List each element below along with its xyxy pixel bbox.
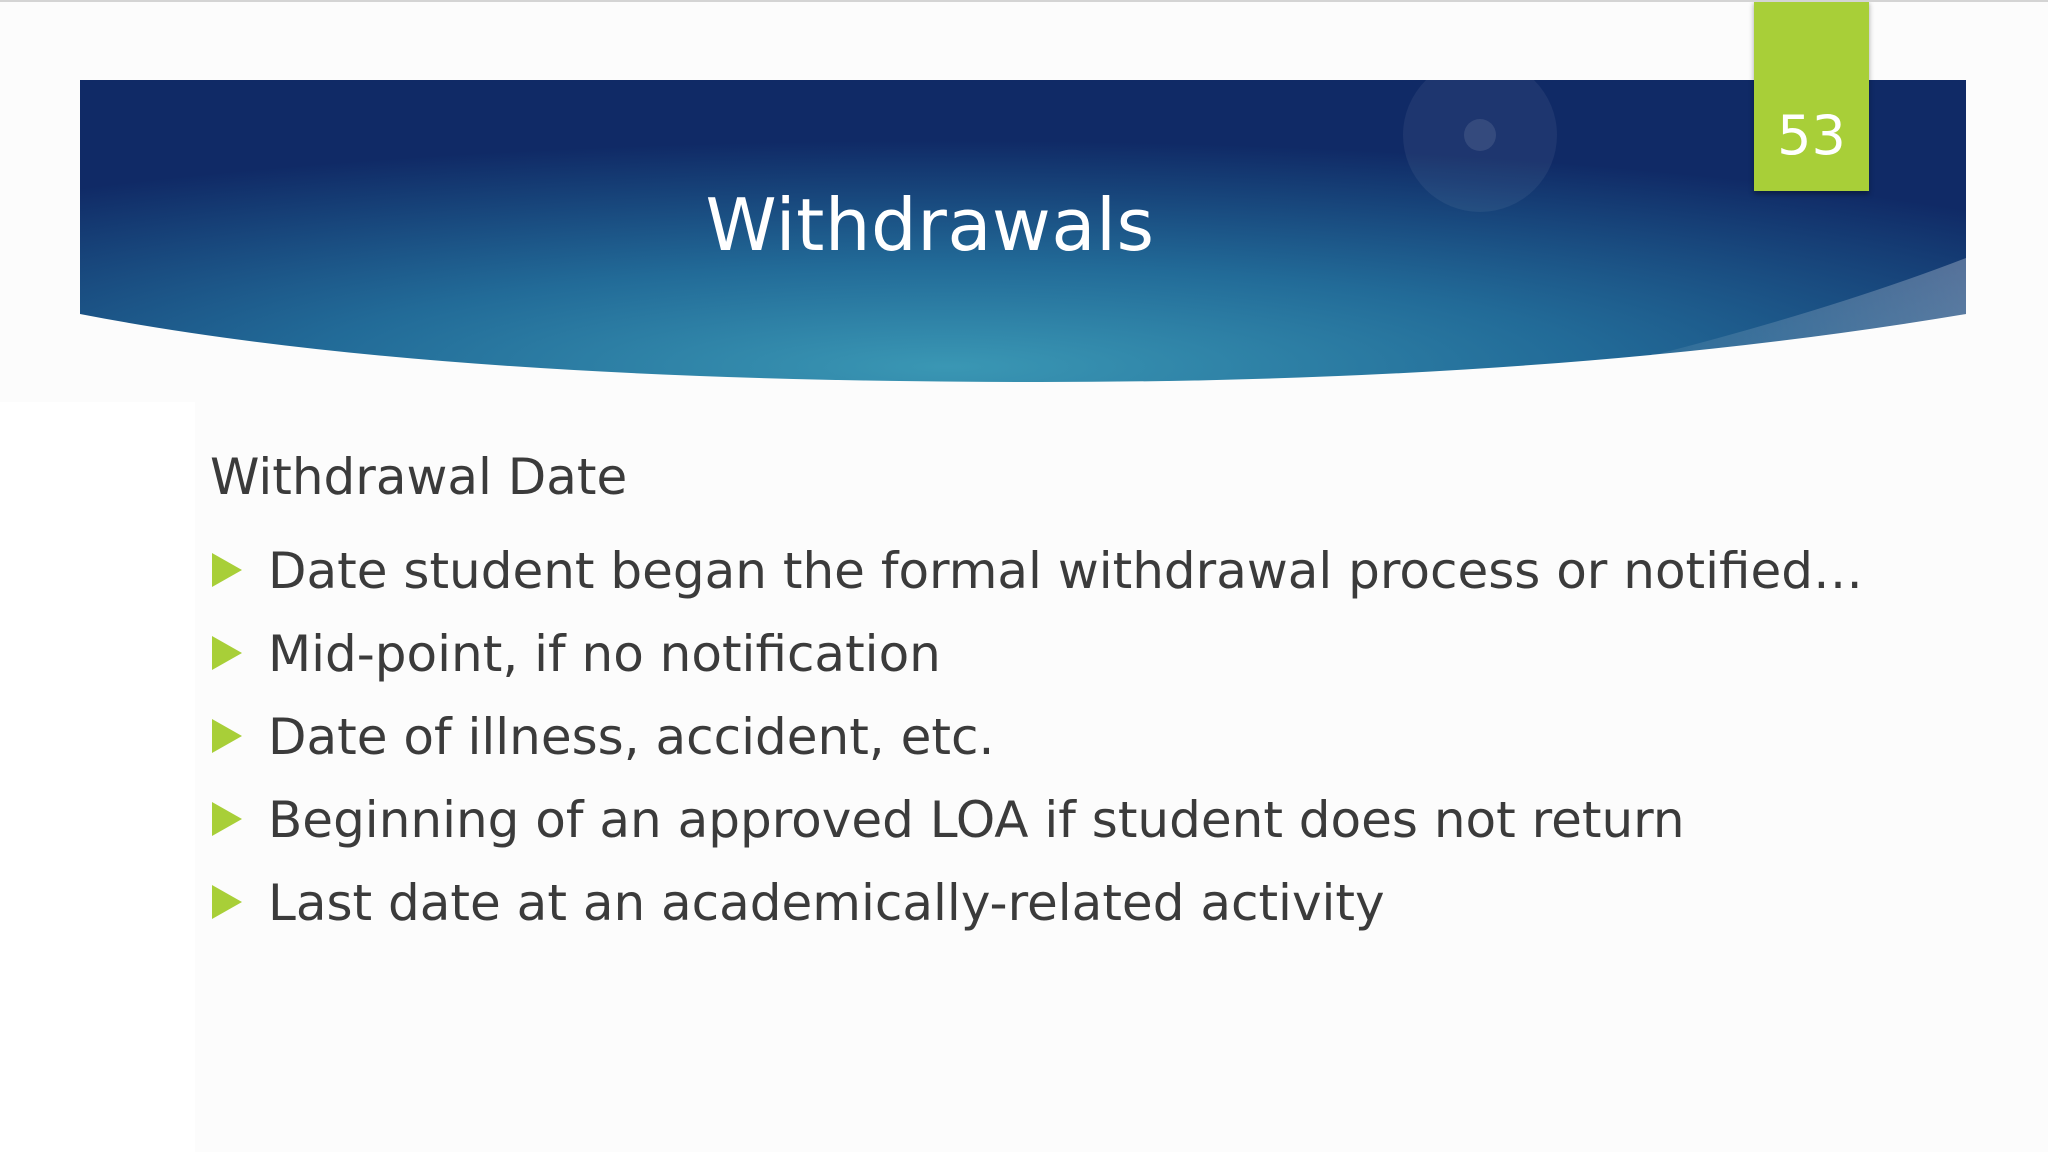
bullet-text: Mid-point, if no notification <box>268 624 941 683</box>
bullet-item <box>210 778 1930 861</box>
slide-number-badge <box>1754 2 1869 191</box>
bullet-text: Date of illness, accident, etc. <box>268 707 995 766</box>
slide-left-margin <box>0 402 195 1152</box>
slide-number: 53 <box>1777 104 1846 167</box>
triangle-bullet-icon <box>212 885 242 919</box>
title-banner <box>0 2 2048 402</box>
triangle-bullet-icon <box>212 719 242 753</box>
bullet-text: Date student began the formal withdrawal process or notified… <box>268 541 1864 600</box>
triangle-bullet-icon <box>212 636 242 670</box>
bullet-text: Last date at an academically-related activity <box>268 873 1385 932</box>
bullet-item <box>210 612 1930 695</box>
triangle-bullet-icon <box>212 553 242 587</box>
bullet-list <box>210 529 1930 944</box>
slide <box>0 2 2048 1152</box>
decorative-dot <box>1464 119 1496 151</box>
bullet-item <box>210 861 1930 944</box>
slide-body <box>210 447 1930 944</box>
bullet-item <box>210 695 1930 778</box>
bullet-text: Beginning of an approved LOA if student does not return <box>268 790 1685 849</box>
body-subheading: Withdrawal Date <box>210 448 628 506</box>
bullet-item <box>210 529 1930 612</box>
triangle-bullet-icon <box>212 802 242 836</box>
slide-title: Withdrawals <box>705 183 1155 267</box>
